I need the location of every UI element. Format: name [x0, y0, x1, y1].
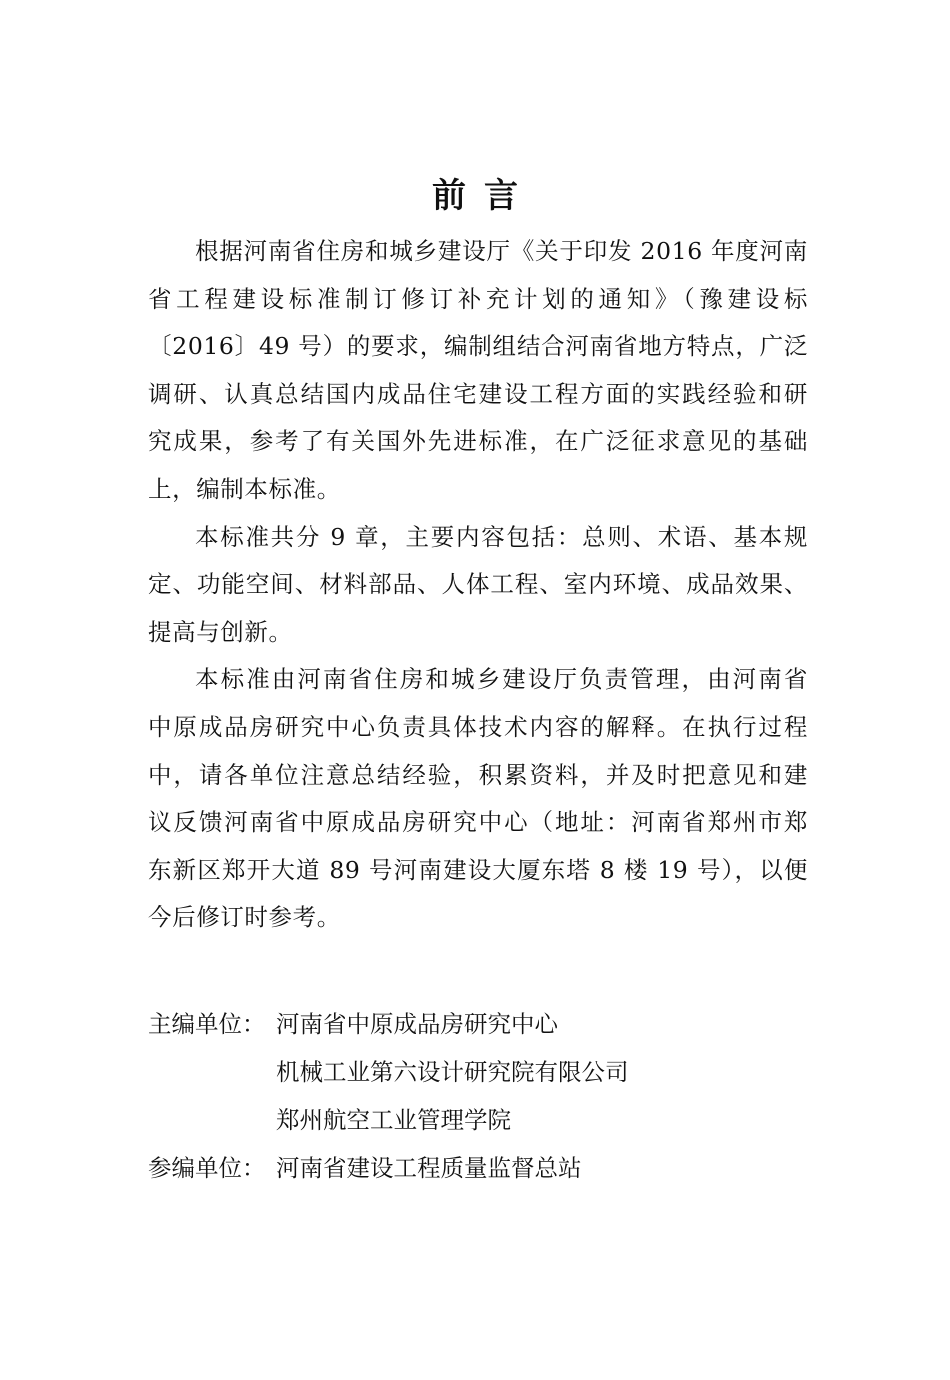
text-line: 中，请各单位注意总结经验，积累资料，并及时把意见和建	[148, 760, 808, 789]
text-line: 省工程建设标准制订修订补充计划的通知》（豫建设标	[148, 284, 808, 313]
chief-editor-row	[148, 1000, 629, 1048]
chief-editor-unit: 机械工业第六设计研究院有限公司	[276, 1058, 629, 1086]
text-line: 定、功能空间、材料部品、人体工程、室内环境、成品效果、	[148, 570, 808, 599]
paragraph-management	[148, 656, 808, 942]
text-line: 究成果，参考了有关国外先进标准，在广泛征求意见的基础	[148, 427, 808, 456]
participating-row	[148, 1144, 629, 1192]
chief-editor-row	[148, 1096, 629, 1144]
text-line: 〔2016〕49 号）的要求，编制组结合河南省地方特点，广泛	[148, 332, 808, 361]
text-line: 东新区郑开大道 89 号河南建设大厦东塔 8 楼 19 号），以便	[148, 855, 808, 884]
organizations-list	[148, 1000, 629, 1192]
preface-body	[148, 228, 808, 942]
paragraph-background	[148, 228, 808, 514]
chief-editor-row	[148, 1048, 629, 1096]
text-line: 调研、认真总结国内成品住宅建设工程方面的实践经验和研	[148, 379, 808, 408]
text-line: 根据河南省住房和城乡建设厅《关于印发 2016 年度河南	[195, 237, 808, 265]
text-line: 提高与创新。	[148, 617, 293, 646]
text-line: 今后修订时参考。	[148, 903, 341, 932]
participating-label: 参编单位：	[148, 1154, 266, 1182]
text-line: 本标准共分 9 章，主要内容包括：总则、术语、基本规	[195, 522, 808, 551]
text-line: 本标准由河南省住房和城乡建设厅负责管理，由河南省	[195, 665, 808, 694]
chief-editor-label: 主编单位：	[148, 1010, 266, 1038]
participating-unit: 河南省建设工程质量监督总站	[276, 1154, 582, 1182]
text-line: 上，编制本标准。	[148, 474, 341, 503]
page-title: 前言	[432, 176, 536, 216]
text-line: 中原成品房研究中心负责具体技术内容的解释。在执行过程	[148, 712, 808, 741]
paragraph-contents	[148, 514, 808, 657]
chief-editor-unit: 河南省中原成品房研究中心	[276, 1010, 558, 1038]
text-line: 议反馈河南省中原成品房研究中心（地址：河南省郑州市郑	[148, 808, 808, 837]
chief-editor-unit: 郑州航空工业管理学院	[276, 1106, 511, 1134]
